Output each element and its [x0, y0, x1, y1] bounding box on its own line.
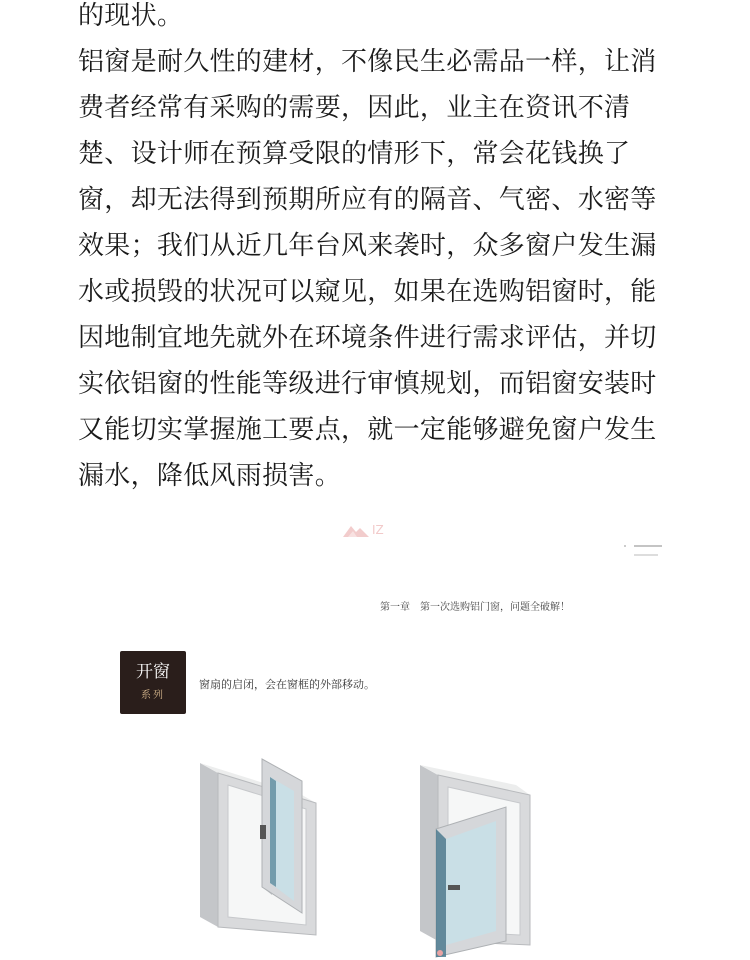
paragraph-line: 铝窗是耐久性的建材，不像民生必需品一样，让消 — [78, 47, 657, 77]
left-window-icon — [200, 759, 316, 935]
paragraph-line: 楚、设计师在预算受限的情形下，常会花钱换了 — [78, 139, 631, 169]
figure-description: 窗扇的启闭，会在窗框的外部移动。 — [199, 678, 375, 691]
paragraph-line: 漏水，降低风雨损害。 — [78, 461, 342, 491]
article-paragraph — [78, 39, 657, 499]
chapter-title: 第一章 第一次选购铝门窗，问题全破解！ — [380, 602, 570, 613]
paragraph-line: 效果；我们从近几年台风来袭时，众多窗户发生漏 — [78, 231, 657, 261]
paragraph-line: 因地制宜地先就外在环境条件进行需求评估，并切 — [78, 323, 657, 353]
casement-window-illustration — [190, 745, 570, 960]
watermark-text: IZ — [372, 523, 384, 537]
right-window-icon — [420, 765, 530, 957]
paragraph-line: 水或损毁的状况可以窥见，如果在选购铝窗时，能 — [78, 277, 657, 307]
page-corner-mark-icon — [624, 544, 664, 558]
paragraph-line: 又能切实掌握施工要点，就一定能够避免窗户发生 — [78, 415, 657, 445]
badge-title: 开窗 — [136, 662, 170, 682]
mountain-logo-icon — [343, 523, 369, 537]
paragraph-line: 窗，却无法得到预期所应有的隔音、气密、水密等 — [78, 185, 657, 215]
article-first-line: 的现状。 — [78, 1, 184, 31]
badge-subtitle: 系列 — [141, 690, 165, 701]
watermark — [343, 520, 403, 540]
paragraph-line: 费者经常有采购的需要，因此，业主在资讯不清 — [78, 93, 631, 123]
series-badge — [120, 651, 186, 714]
paragraph-line: 实依铝窗的性能等级进行审慎规划，而铝窗安装时 — [78, 369, 657, 399]
